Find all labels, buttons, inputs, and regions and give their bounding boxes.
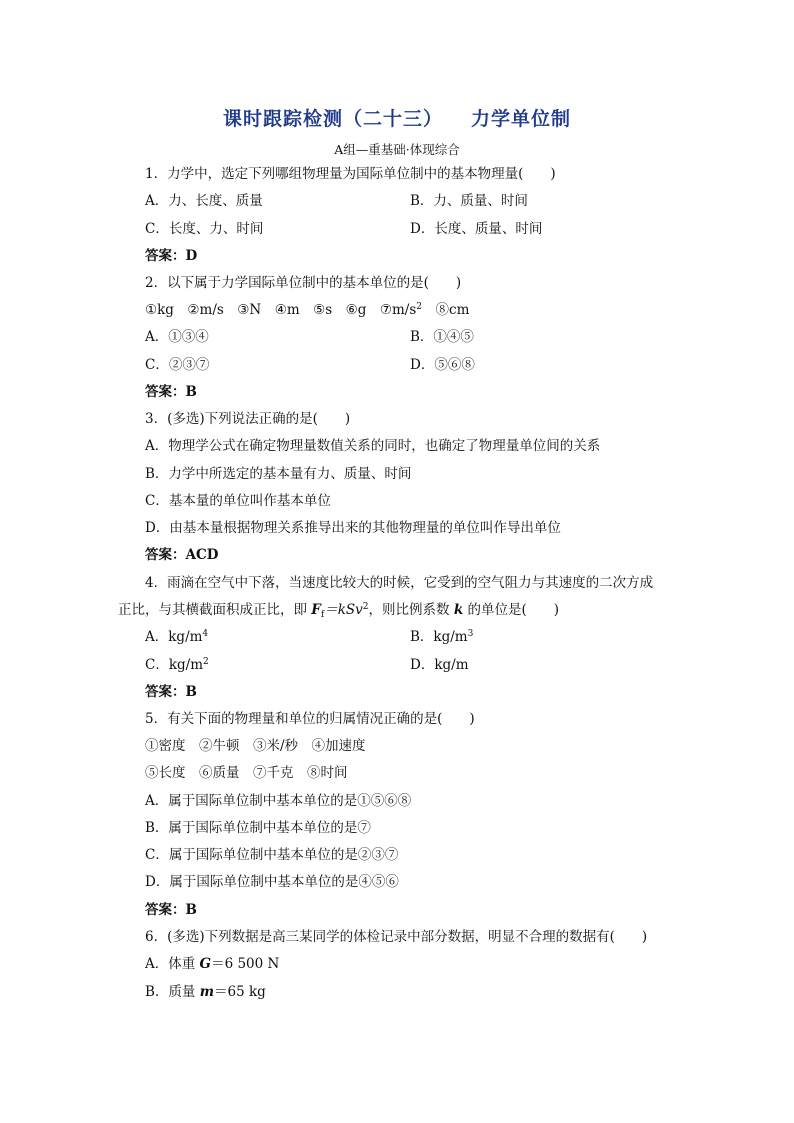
q4-var-f: F: [311, 602, 321, 618]
q2-option-c: C．②③⑦: [145, 357, 210, 373]
q6-stem: 6．(多选)下列数据是高三某同学的体检记录中部分数据，明显不合理的数据有( ): [145, 929, 648, 945]
q3-option-a: A．物理学公式在确定物理量数值关系的同时，也确定了物理量单位间的关系: [145, 438, 601, 454]
q1-option-b: B．力、质量、时间: [410, 193, 528, 209]
section-heading: A组—重基础·体现综合: [334, 142, 460, 157]
q6-option-b: [145, 983, 266, 1001]
title-main: 课时跟踪检测（二十三）: [222, 108, 443, 130]
q4-stem-line1: 4．雨滴在空气中下落，当速度比较大的时候，它受到的空气阻力与其速度的二次方成: [145, 575, 654, 591]
q4-stem-text-a: 正比，与其横截面积成正比，即: [118, 602, 312, 618]
q4-option-b-text: B．kg/m: [410, 629, 468, 645]
q1-answer: 答案：D: [145, 248, 198, 264]
q5-option-a: A．属于国际单位制中基本单位的是①⑤⑥⑧: [145, 793, 412, 809]
q2-units: [145, 301, 469, 319]
q4-option-a-text: A．kg/m: [145, 629, 203, 645]
q6-option-b-value: ＝65 kg: [214, 984, 266, 1000]
q5-answer: 答案：B: [145, 902, 197, 918]
q6-option-b-label: B．质量: [145, 984, 200, 1000]
q1-option-c: C．长度、力、时间: [145, 221, 264, 237]
q4-option-b-sup: 3: [467, 629, 474, 639]
q5-option-b: B．属于国际单位制中基本单位的是⑦: [145, 820, 371, 836]
q4-option-a: [145, 628, 208, 646]
q4-stem-text-c: 的单位是( ): [463, 602, 560, 618]
q3-stem: 3．(多选)下列说法正确的是( ): [145, 411, 351, 427]
q5-items-row2: ⑤长度 ⑥质量 ⑦千克 ⑧时间: [145, 765, 348, 781]
q4-option-c-sup: 2: [203, 657, 209, 667]
q1-option-a: A．力、长度、质量: [145, 193, 263, 209]
q6-option-a-var: G: [199, 956, 212, 972]
q4-option-b: [410, 628, 473, 646]
q2-option-b: B．①④⑤: [410, 329, 474, 345]
q4-formula-sup: 2: [362, 602, 369, 612]
q4-answer: 答案：B: [145, 684, 197, 700]
q1-stem: 1．力学中，选定下列哪组物理量为国际单位制中的基本物理量( ): [145, 166, 556, 182]
q2-option-a: A．①③④: [145, 329, 209, 345]
q5-items-row1: ①密度 ②牛顿 ③米/秒 ④加速度: [145, 738, 366, 754]
q2-units-b: ⑧cm: [422, 302, 470, 318]
q5-option-c: C．属于国际单位制中基本单位的是②③⑦: [145, 847, 399, 863]
q4-stem-text-b: ，则比例系数: [368, 602, 454, 618]
page-title: [0, 104, 794, 131]
q2-stem: 2．以下属于力学国际单位制中的基本单位的是( ): [145, 275, 462, 291]
q5-option-d: D．属于国际单位制中基本单位的是④⑤⑥: [145, 874, 399, 890]
q4-var-f-sub: f: [320, 610, 325, 620]
q6-option-a-label: A．体重: [145, 956, 200, 972]
q6-option-a: [145, 955, 279, 973]
q5-stem: 5．有关下面的物理量和单位的归属情况正确的是( ): [145, 711, 475, 727]
q4-option-c: [145, 656, 209, 674]
q3-option-d: D．由基本量根据物理关系推导出来的其他物理量的单位叫作导出单位: [145, 520, 561, 536]
q4-option-a-sup: 4: [202, 629, 209, 639]
q3-answer: 答案：ACD: [145, 547, 219, 563]
q4-stem-line2: [118, 601, 559, 619]
q2-units-a: ①kg ②m/s ③N ④m ⑤s ⑥g ⑦m/s: [145, 302, 417, 318]
q4-var-k: k: [453, 602, 464, 618]
q6-option-b-var: m: [199, 984, 215, 1000]
q3-option-c: C．基本量的单位叫作基本单位: [145, 493, 331, 509]
q4-option-c-text: C．kg/m: [145, 657, 204, 673]
title-sub: 力学单位制: [471, 108, 572, 130]
q2-units-sup: 2: [416, 302, 423, 312]
q6-option-a-value: ＝6 500 N: [211, 956, 280, 972]
q4-option-d: D．kg/m: [410, 657, 469, 673]
q4-formula: ＝kSv: [324, 602, 363, 618]
q2-option-d: D．⑤⑥⑧: [410, 357, 475, 373]
q3-option-b: B．力学中所选定的基本量有力、质量、时间: [145, 466, 412, 482]
q2-answer: 答案：B: [145, 384, 197, 400]
q1-option-d: D．长度、质量、时间: [410, 221, 543, 237]
